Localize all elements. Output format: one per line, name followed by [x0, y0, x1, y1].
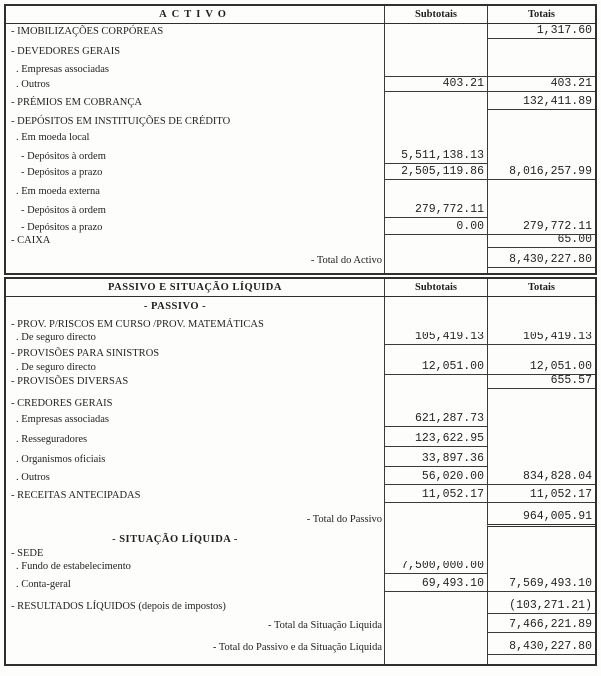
subtotal-cell: [384, 527, 487, 547]
table-row: [6, 547, 595, 561]
row-label: . Empresas associadas: [16, 414, 110, 425]
total-cell: [487, 655, 595, 664]
row-label: - CREDORES GERAIS: [11, 398, 113, 409]
total-cell: [487, 180, 595, 199]
row-label-cell: [6, 561, 384, 574]
row-label-cell: [6, 248, 384, 268]
passivo-rows: [6, 297, 595, 664]
table-row: [6, 467, 595, 485]
row-label: . De seguro directo: [16, 332, 96, 343]
row-label-cell: [6, 268, 384, 273]
subtotal-value: 279,772.11: [414, 203, 484, 216]
table-row: [6, 361, 595, 375]
subtotal-cell: [384, 268, 487, 273]
table-row: [6, 145, 595, 164]
subtotal-cell: [384, 427, 487, 447]
table-row: [6, 110, 595, 129]
row-label: . Outros: [16, 79, 50, 90]
row-label-cell: [6, 527, 384, 547]
table-row: [6, 561, 595, 574]
table-row: [6, 655, 595, 664]
row-label: . Resseguradores: [16, 434, 88, 445]
row-label-cell: [6, 199, 384, 218]
subtotal-cell: [384, 218, 487, 235]
total-value: 403.21: [550, 77, 592, 90]
total-cell: [487, 164, 595, 180]
table-row: [6, 164, 595, 180]
subtotal-cell: [384, 655, 487, 664]
row-label-cell: [6, 485, 384, 503]
subtotal-cell: [384, 361, 487, 375]
total-cell: [487, 467, 595, 485]
row-label-cell: [6, 547, 384, 561]
table-row: [6, 268, 595, 273]
row-label: - DEVEDORES GERAIS: [11, 46, 121, 57]
row-label-cell: [6, 447, 384, 467]
row-label-cell: [6, 297, 384, 314]
total-cell: [487, 345, 595, 361]
total-cell: [487, 92, 595, 110]
row-label-cell: [6, 427, 384, 447]
total-cell: [487, 314, 595, 332]
table-row: [6, 129, 595, 145]
total-cell: [487, 411, 595, 427]
total-cell: [487, 485, 595, 503]
total-cell: [487, 77, 595, 92]
passivo-header-row: [6, 279, 595, 297]
total-cell: [487, 332, 595, 345]
subtotal-cell: [384, 547, 487, 561]
subtotal-cell: [384, 145, 487, 164]
subtotal-cell: [384, 164, 487, 180]
row-label-cell: [6, 467, 384, 485]
row-label: - SITUAÇÃO LÍQUIDA -: [112, 534, 238, 545]
table-row: [6, 427, 595, 447]
subtotal-cell: [384, 235, 487, 248]
row-label: - PROV. P/RISCOS EM CURSO /PROV. MATEMÁTICAS: [11, 319, 264, 330]
row-label: - Total do Passivo: [306, 514, 382, 525]
subtotal-cell: [384, 345, 487, 361]
total-value: 279,772.11: [522, 220, 592, 233]
total-cell: [487, 235, 595, 248]
subtotal-cell: [384, 485, 487, 503]
subtotal-cell: [384, 633, 487, 655]
table-row: [6, 503, 595, 527]
total-cell: [487, 375, 595, 389]
subtotal-cell: [384, 24, 487, 39]
table-row: [6, 39, 595, 59]
subtotal-cell: [384, 411, 487, 427]
table-row: [6, 24, 595, 39]
total-value: 132,411.89: [522, 95, 592, 108]
table-row: [6, 92, 595, 110]
row-label: . Em moeda externa: [16, 186, 100, 197]
row-label: - DEPÓSITOS EM INSTITUIÇÕES DE CRÉDITO: [11, 116, 231, 127]
subtotal-cell: [384, 389, 487, 411]
table-row: [6, 180, 595, 199]
subtotal-cell: [384, 332, 487, 345]
subtotal-value: 12,051.00: [421, 361, 484, 373]
row-label-cell: [6, 235, 384, 248]
total-value: 105,419.13: [522, 332, 592, 343]
total-cell: [487, 24, 595, 39]
total-cell: [487, 59, 595, 77]
subtotal-cell: [384, 314, 487, 332]
row-label-cell: [6, 129, 384, 145]
total-cell: [487, 633, 595, 655]
row-label: - Total do Passivo e da Situação Liquida: [212, 642, 382, 653]
total-value: 1,317.60: [536, 24, 592, 37]
activo-table: [4, 4, 597, 275]
total-cell: [487, 110, 595, 129]
subtotal-value: 123,622.95: [414, 432, 484, 445]
total-cell: [487, 547, 595, 561]
row-label-cell: [6, 180, 384, 199]
totais-column-header: Totais: [487, 6, 595, 23]
total-cell: [487, 199, 595, 218]
table-row: [6, 332, 595, 345]
row-label: . Empresas associadas: [16, 64, 110, 75]
subtotal-cell: [384, 574, 487, 592]
row-label-cell: [6, 24, 384, 39]
row-label-cell: [6, 332, 384, 345]
total-value: 834,828.04: [522, 470, 592, 483]
total-cell: [487, 39, 595, 59]
total-cell: [487, 527, 595, 547]
row-label: - Depósitos a prazo: [21, 167, 103, 178]
table-row: [6, 389, 595, 411]
total-cell: [487, 297, 595, 314]
subtotal-value: 56,020.00: [421, 470, 484, 483]
subtotal-value: 69,493.10: [421, 577, 484, 590]
total-cell: [487, 503, 595, 527]
subtotal-cell: [384, 592, 487, 614]
row-label-cell: [6, 361, 384, 375]
total-cell: [487, 614, 595, 633]
table-row: [6, 59, 595, 77]
table-row: [6, 485, 595, 503]
subtotal-value: 403.21: [442, 77, 484, 90]
subtotais-column-header: Subtotais: [384, 6, 487, 23]
row-label: - PROVISÕES PARA SINISTROS: [11, 348, 160, 359]
table-row: [6, 297, 595, 314]
row-label: - PROVISÕES DIVERSAS: [11, 376, 129, 387]
subtotal-cell: [384, 59, 487, 77]
subtotal-cell: [384, 129, 487, 145]
table-row: [6, 574, 595, 592]
subtotal-cell: [384, 39, 487, 59]
total-cell: [487, 561, 595, 574]
row-label-cell: [6, 345, 384, 361]
total-value: 8,016,257.99: [509, 165, 592, 178]
row-label: - Total da Situação Liquida: [268, 620, 382, 631]
total-cell: [487, 145, 595, 164]
row-label: . Em moeda local: [16, 132, 90, 143]
total-cell: [487, 427, 595, 447]
subtotal-cell: [384, 77, 487, 92]
total-cell: [487, 574, 595, 592]
total-value: 7,569,493.10: [509, 577, 592, 590]
table-row: [6, 614, 595, 633]
row-label-cell: [6, 375, 384, 389]
row-label-cell: [6, 39, 384, 59]
row-label: - SEDE: [11, 548, 44, 559]
row-label: - RESULTADOS LÍQUIDOS (depois de impostos): [11, 601, 226, 612]
total-cell: [487, 447, 595, 467]
subtotal-value: 2,505,119.86: [401, 165, 484, 178]
total-value: 12,051.00: [529, 361, 592, 373]
row-label-cell: [6, 59, 384, 77]
table-row: [6, 633, 595, 655]
total-value: 8,430,227.80: [509, 253, 592, 266]
total-cell: [487, 268, 595, 273]
row-label: . Conta-geral: [16, 579, 71, 590]
total-cell: [487, 218, 595, 235]
row-label: . De seguro directo: [16, 362, 96, 373]
subtotal-value: 33,897.36: [421, 452, 484, 465]
subtotais-column-header: Subtotais: [384, 279, 487, 296]
row-label-cell: [6, 145, 384, 164]
row-label-cell: [6, 614, 384, 633]
table-row: [6, 527, 595, 547]
passivo-section-title: PASSIVO E SITUAÇÃO LÍQUIDA: [108, 282, 282, 293]
row-label: - Depósitos à ordem: [21, 151, 106, 162]
row-label-cell: [6, 389, 384, 411]
row-label-cell: [6, 77, 384, 92]
subtotal-value: 0.00: [456, 220, 484, 233]
total-value: 655.57: [550, 375, 592, 387]
row-label: - Depósitos a prazo: [21, 222, 103, 233]
table-row: [6, 77, 595, 92]
row-label: . Organismos oficiais: [16, 454, 106, 465]
table-row: [6, 235, 595, 248]
subtotal-cell: [384, 199, 487, 218]
row-label-cell: [6, 110, 384, 129]
activo-rows: [6, 24, 595, 273]
table-row: [6, 345, 595, 361]
total-cell: [487, 129, 595, 145]
total-value: 11,052.17: [529, 488, 592, 501]
row-label: . Fundo de estabelecimento: [16, 561, 131, 572]
total-cell: [487, 248, 595, 268]
row-label: - CAIXA: [11, 235, 51, 246]
totais-column-header: Totais: [487, 279, 595, 296]
total-cell: [487, 389, 595, 411]
row-label: - PASSIVO -: [143, 301, 207, 312]
row-label: - Total do Activo: [310, 255, 382, 266]
subtotal-cell: [384, 110, 487, 129]
subtotal-cell: [384, 248, 487, 268]
subtotal-value: 11,052.17: [421, 488, 484, 501]
total-value: 7,466,221.89: [509, 618, 592, 631]
row-label-cell: [6, 314, 384, 332]
total-cell: [487, 592, 595, 614]
subtotal-cell: [384, 297, 487, 314]
table-row: [6, 447, 595, 467]
passivo-table: [4, 277, 597, 666]
subtotal-cell: [384, 180, 487, 199]
row-label-cell: [6, 411, 384, 427]
activo-header-row: [6, 6, 595, 24]
row-label-cell: [6, 503, 384, 527]
row-label: . Outros: [16, 472, 50, 483]
activo-section-title: ACTIVO: [159, 9, 231, 20]
table-row: [6, 375, 595, 389]
subtotal-value: 105,419.13: [414, 332, 484, 343]
table-row: [6, 218, 595, 235]
table-row: [6, 411, 595, 427]
subtotal-value: 7,500,000.00: [401, 561, 484, 572]
subtotal-cell: [384, 92, 487, 110]
row-label-cell: [6, 574, 384, 592]
subtotal-cell: [384, 447, 487, 467]
subtotal-cell: [384, 614, 487, 633]
subtotal-value: 5,511,138.13: [401, 149, 484, 162]
table-row: [6, 199, 595, 218]
total-value: 964,005.91: [522, 510, 592, 523]
row-label: - PRÉMIOS EM COBRANÇA: [11, 97, 142, 108]
row-label: - IMOBILIZAÇÕES CORPÓREAS: [11, 26, 164, 37]
total-value: 65.00: [557, 235, 592, 246]
subtotal-value: 621,287.73: [414, 412, 484, 425]
row-label-cell: [6, 592, 384, 614]
table-row: [6, 314, 595, 332]
row-label-cell: [6, 92, 384, 110]
row-label: - Depósitos à ordem: [21, 205, 106, 216]
row-label-cell: [6, 633, 384, 655]
total-cell: [487, 361, 595, 375]
table-row: [6, 592, 595, 614]
row-label-cell: [6, 218, 384, 235]
total-value: 8,430,227.80: [509, 640, 592, 653]
row-label-cell: [6, 655, 384, 664]
subtotal-cell: [384, 467, 487, 485]
subtotal-cell: [384, 375, 487, 389]
row-label-cell: [6, 164, 384, 180]
row-label: - RECEITAS ANTECIPADAS: [11, 490, 141, 501]
table-row: [6, 248, 595, 268]
subtotal-cell: [384, 561, 487, 574]
subtotal-cell: [384, 503, 487, 527]
total-value: (103,271.21): [509, 599, 592, 612]
